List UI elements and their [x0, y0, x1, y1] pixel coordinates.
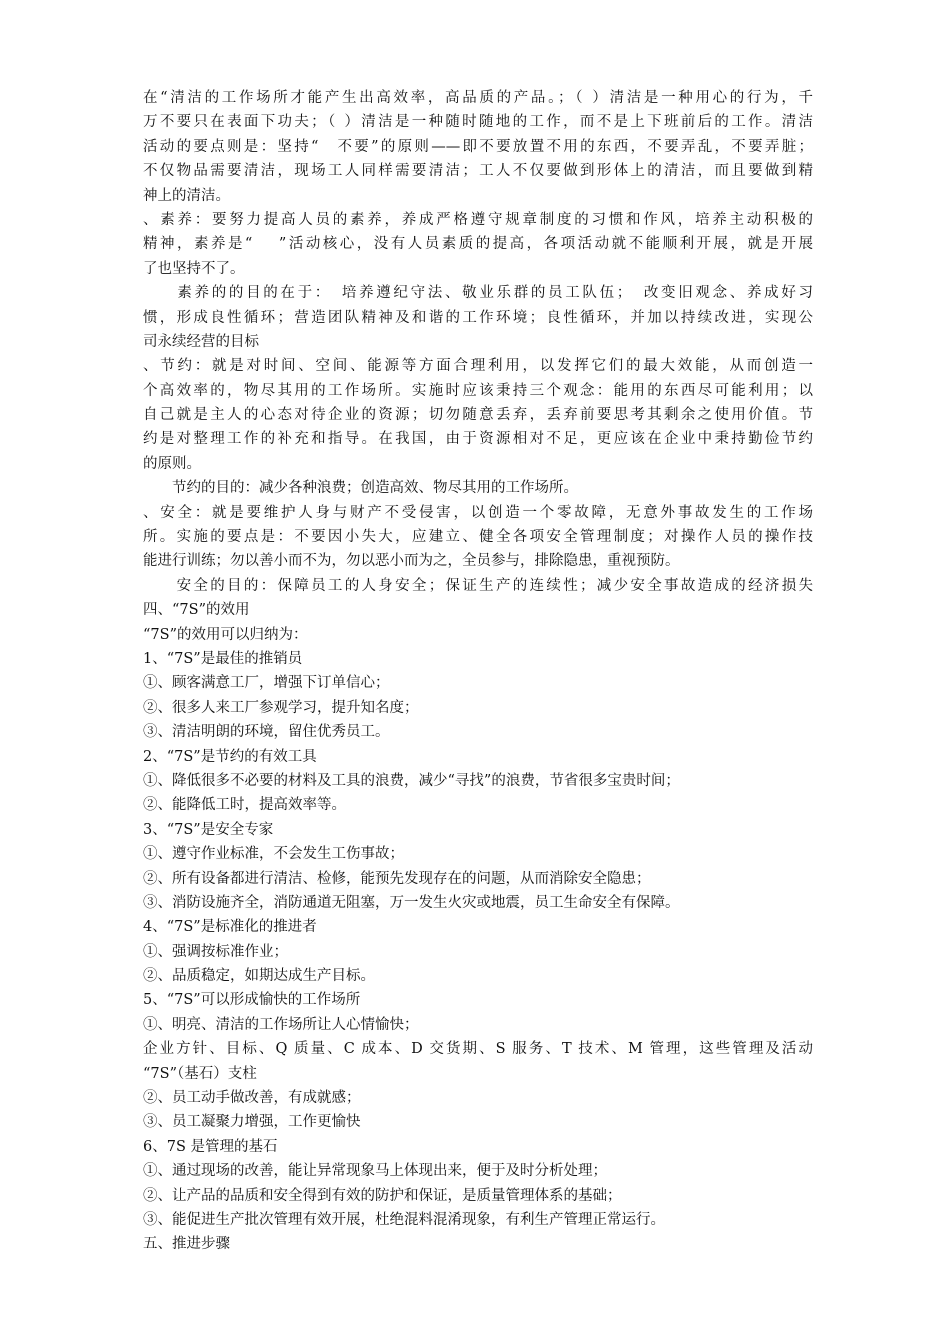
section-heading-anquan: 、安全：就是要维护人身与财产不受侵害，以创造一个零故障，无意外事故发生的工作场 — [143, 504, 813, 521]
list-item: ②、品质稳定，如期达成生产目标。 — [143, 968, 375, 985]
text-line: 约是对整理工作的补充和指导。在我国，由于资源相对不足，更应该在企业中秉持勤俭节约 — [143, 431, 813, 448]
text-line: 惯，形成良性循环；营造团队精神及和谐的工作环境；良性循环，并加以持续改进，实现公 — [143, 309, 813, 326]
list-item: ①、降低很多不必要的材料及工具的浪费，减少“寻找”的浪费，节省很多宝贵时间； — [143, 772, 680, 789]
list-item: ②、很多人来工厂参观学习，提升知名度； — [143, 699, 419, 716]
text-line: 节约的目的：减少各种浪费；创造高效、物尽其用的工作场所。 — [143, 480, 578, 497]
section-heading-jieyue: 、节约：就是对时间、空间、能源等方面合理利用，以发挥它们的最大效能，从而创造一 — [143, 358, 813, 375]
text-line: 精神，素养是“ ”活动核心，没有人员素质的提高，各项活动就不能顺利开展，就是开展 — [143, 236, 813, 253]
text-line: 神上的清洁。 — [143, 187, 230, 204]
subheading-4: 4、“7S”是标准化的推进者 — [143, 919, 317, 936]
text-line: 所。实施的要点是：不要因小失大，应建立、健全各项安全管理制度；对操作人员的操作技 — [143, 529, 813, 546]
subheading-5: 5、“7S”可以形成愉快的工作场所 — [143, 992, 361, 1009]
list-item: ②、员工动手做改善，有成就感； — [143, 1090, 361, 1107]
text-line: 活动的要点则是：坚持“ 不要”的原则——即不要放置不用的东西，不要弄乱，不要弄脏； — [143, 138, 813, 155]
text-line: 的原则。 — [143, 455, 201, 472]
list-item: ②、能降低工时，提高效率等。 — [143, 797, 346, 814]
text-line: “7S”的效用可以归纳为： — [143, 626, 308, 643]
list-item: ①、通过现场的改善，能让异常现象马上体现出来，便于及时分析处理； — [143, 1163, 607, 1180]
section-heading-suyang: 、素养：要努力提高人员的素养，养成严格遵守规章制度的习惯和作风，培养主动积极的 — [143, 211, 813, 228]
list-item: ①、顾客满意工厂，增强下订单信心； — [143, 675, 390, 692]
text-line: 安全的目的：保障员工的人身安全；保证生产的连续性；减少安全事故造成的经济损失 — [143, 577, 813, 594]
list-item: ③、能促进生产批次管理有效开展，杜绝混料混淆现象，有利生产管理正常运行。 — [143, 1211, 665, 1228]
list-item: ①、遵守作业标准，不会发生工伤事故； — [143, 846, 404, 863]
text-line: 能进行训练；勿以善小而不为，勿以恶小而为之，全员参与，排除隐患，重视预防。 — [143, 553, 680, 570]
text-line: 个高效率的，物尽其用的工作场所。实施时应该秉持三个观念：能用的东西尽可能利用；以 — [143, 382, 813, 399]
subheading-1: 1、“7S”是最佳的推销员 — [143, 650, 303, 667]
list-item: ①、强调按标准作业； — [143, 943, 288, 960]
list-item: ③、员工凝聚力增强，工作更愉快 — [143, 1114, 361, 1131]
text-line: 司永续经营的目标 — [143, 333, 259, 350]
text-line: 素养的的目的在于： 培养遵纪守法、敬业乐群的员工队伍； 改变旧观念、养成好习 — [143, 285, 813, 302]
text-line: 在“清洁的工作场所才能产生出高效率，高品质的产品。；（ ）清洁是一种用心的行为，千 — [143, 90, 813, 106]
text-line: 了也坚持不了。 — [143, 260, 245, 277]
text-line: 万不要只在表面下功夫；（ ）清洁是一种随时随地的工作，而不是上下班前后的工作。清洁 — [143, 114, 813, 131]
subheading-3: 3、“7S”是安全专家 — [143, 821, 274, 838]
list-item: ②、让产品的品质和安全得到有效的防护和保证，是质量管理体系的基础； — [143, 1187, 622, 1204]
subheading-2: 2、“7S”是节约的有效工具 — [143, 748, 317, 765]
document-body — [143, 86, 813, 1257]
subheading-6: 6、7S 是管理的基石 — [143, 1138, 278, 1155]
list-item: ③、清洁明朗的环境，留住优秀员工。 — [143, 724, 390, 741]
text-line: 企业方针、目标、Q 质量、C 成本、D 交货期、S 服务、T 技术、M 管理，这些管理及活动 — [143, 1041, 813, 1058]
list-item: ②、所有设备都进行清洁、检修，能预先发现存在的问题，从而消除安全隐患； — [143, 870, 651, 887]
section-heading-four: 四、“7S”的效用 — [143, 602, 250, 619]
text-line: 自己就是主人的心态对待企业的资源；切勿随意丢弃，丢弃前要思考其剩余之使用价值。节 — [143, 407, 813, 424]
text-line: “7S”（基石）支柱 — [143, 1065, 257, 1082]
list-item: ③、消防设施齐全，消防通道无阻塞，万一发生火灾或地震，员工生命安全有保障。 — [143, 894, 680, 911]
text-line: 不仅物品需要清洁，现场工人同样需要清洁；工人不仅要做到形体上的清洁，而且要做到精 — [143, 163, 813, 180]
section-heading-five: 五、推进步骤 — [143, 1236, 230, 1253]
list-item: ①、明亮、清洁的工作场所让人心情愉快； — [143, 1016, 419, 1033]
